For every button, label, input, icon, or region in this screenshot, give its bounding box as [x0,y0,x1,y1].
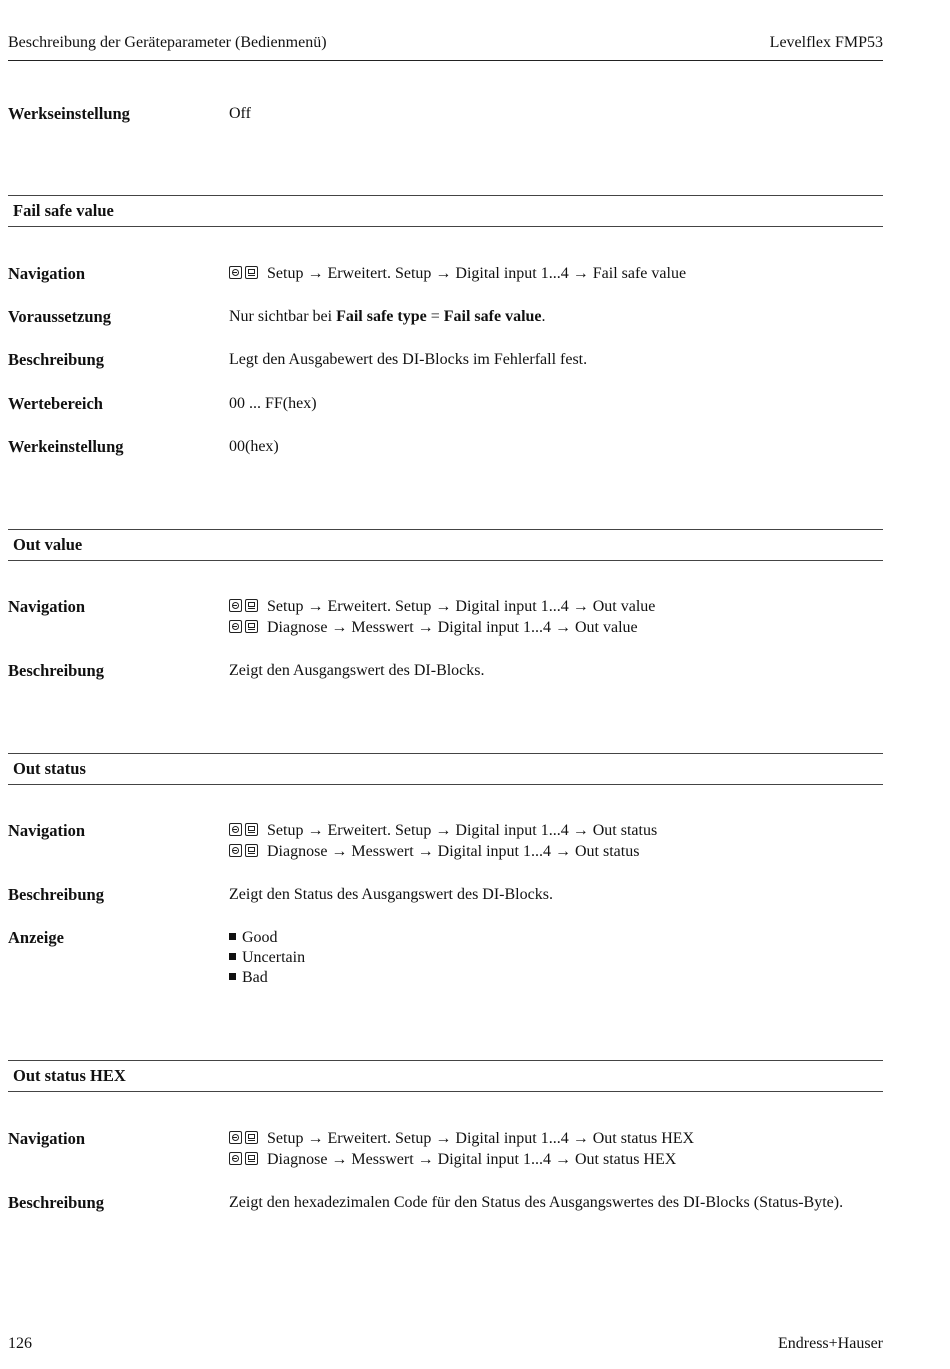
bullet-square-icon [229,933,236,940]
header-title: Beschreibung der Geräteparameter (Bedienmenü) [8,34,327,51]
display-icon [245,1152,258,1165]
operating-tool-icon [229,823,242,836]
description-label: Beschreibung [8,1193,104,1212]
section-out-value [8,529,883,561]
prerequisite-label: Voraussetzung [8,307,111,326]
operating-tool-icon [229,1152,242,1165]
option-list [229,927,889,987]
section-out-status [8,753,883,785]
display-icon [245,620,258,633]
bullet-square-icon [229,953,236,960]
display-label: Anzeige [8,928,64,947]
navigation-path: Setup → Erweitert. Setup → Digital input 1...4 → Out value [229,596,889,617]
display-icon [245,844,258,857]
default-label: Werkeinstellung [8,437,124,456]
header-product: Levelflex FMP53 [769,34,883,51]
section-title: Out status [13,759,86,778]
default-value: 00(hex) [229,438,279,455]
brand-name: Endress+Hauser [778,1335,883,1352]
operating-tool-icon [229,1131,242,1144]
operating-tool-icon [229,620,242,633]
navigation-label: Navigation [8,264,86,283]
display-icon [245,823,258,836]
navigation-path: Setup → Erweitert. Setup → Digital input 1...4 → Out status [229,820,889,841]
list-item: Uncertain [229,947,889,967]
navigation-path: Diagnose → Messwert → Digital input 1...4 → Out status HEX [229,1149,889,1170]
navigation-path: Setup → Erweitert. Setup → Digital input 1...4 → Out status HEX [229,1128,889,1149]
description-label: Beschreibung [8,350,104,369]
list-item: Good [229,927,889,947]
navigation-label: Navigation [8,821,86,840]
navigation-path: Diagnose → Messwert → Digital input 1...4 → Out value [229,617,889,638]
display-icon [245,1131,258,1144]
range-value: 00 ... FF(hex) [229,395,317,412]
description-value: Legt den Ausgabewert des DI-Blocks im Fehlerfall fest. [229,351,588,368]
section-title: Out value [13,535,83,554]
factory-setting-value: Off [229,105,251,122]
section-title: Out status HEX [13,1066,126,1085]
page-number: 126 [8,1335,32,1352]
operating-tool-icon [229,266,242,279]
range-label: Wertebereich [8,394,103,413]
bullet-square-icon [229,973,236,980]
description-value: Zeigt den Ausgangswert des DI-Blocks. [229,662,485,679]
description-value: Zeigt den hexadezimalen Code für den Status des Ausgangswertes des DI-Blocks (Status-Byte). [229,1194,844,1211]
navigation-label: Navigation [8,597,86,616]
description-value: Zeigt den Status des Ausgangswert des DI-Blocks. [229,886,553,903]
navigation-path: Diagnose → Messwert → Digital input 1...4 → Out status [229,841,889,862]
navigation-path: Setup → Erweitert. Setup → Digital input 1...4 → Fail safe value [229,263,889,284]
section-out-status-hex [8,1060,883,1092]
description-label: Beschreibung [8,885,104,904]
display-icon [245,266,258,279]
section-title: Fail safe value [13,201,114,220]
page-header [8,32,883,61]
prerequisite-value: Nur sichtbar bei Fail safe type = Fail safe value. [229,308,546,325]
factory-setting-label: Werkseinstellung [8,104,130,123]
operating-tool-icon [229,844,242,857]
section-fail-safe-value [8,195,883,227]
navigation-label: Navigation [8,1129,86,1148]
list-item: Bad [229,967,889,987]
operating-tool-icon [229,599,242,612]
description-label: Beschreibung [8,661,104,680]
display-icon [245,599,258,612]
